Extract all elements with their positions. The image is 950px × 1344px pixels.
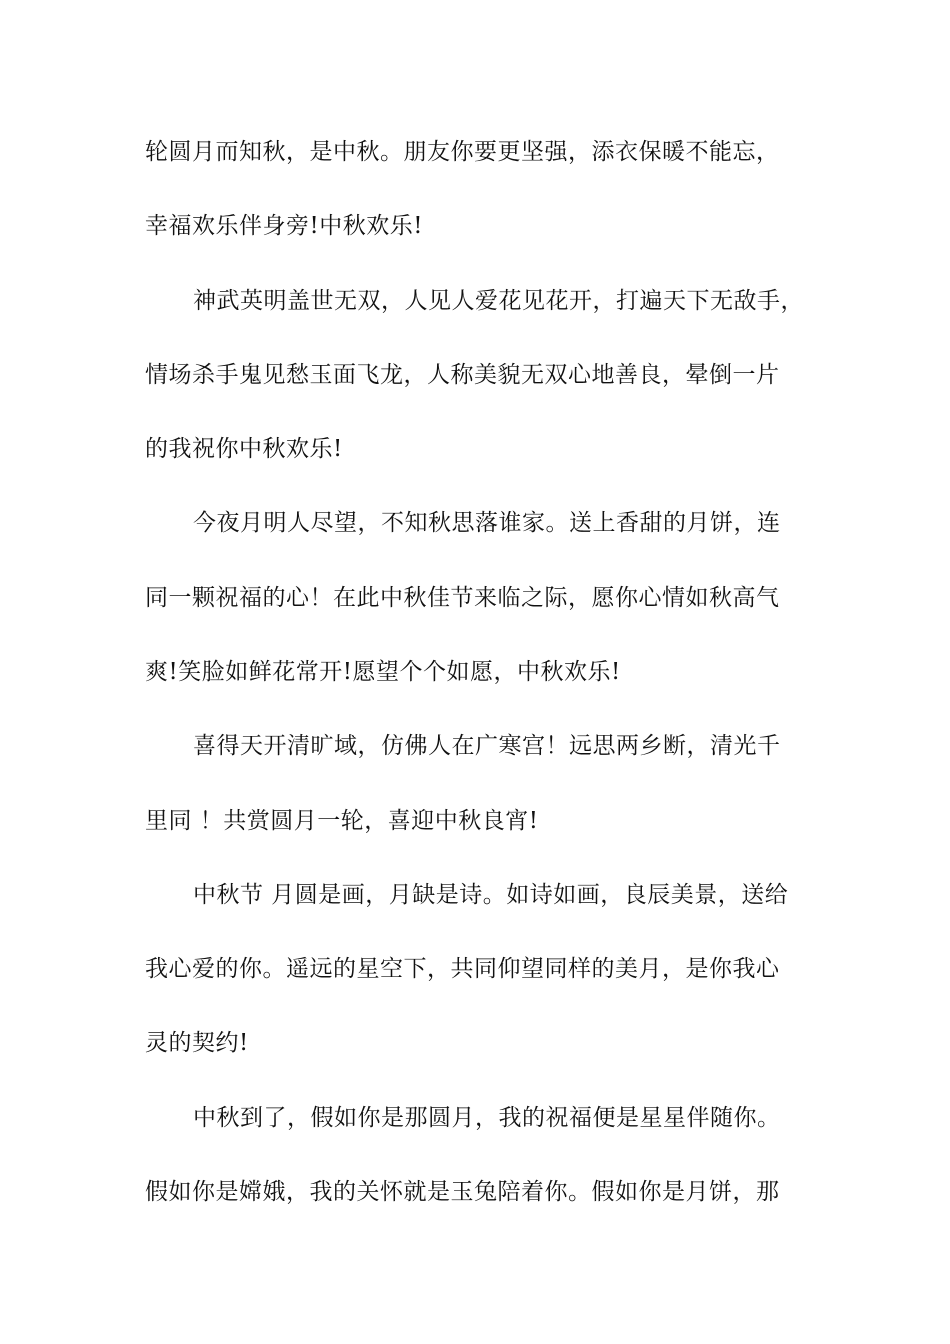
text-line: 灵的契约!: [145, 1030, 249, 1056]
text-line: 的我祝你中秋欢乐!: [145, 436, 343, 462]
text-line: 喜得天开清旷域，仿佛人在广寒宫！远思两乡断，清光千: [193, 733, 781, 759]
text-line: 同一颗祝福的心！在此中秋佳节来临之际，愿你心情如秋高气: [145, 585, 780, 611]
text-line: 中秋到了，假如你是那圆月，我的祝福便是星星伴随你。: [193, 1105, 781, 1131]
text-line: 爽!笑脸如鲜花常开!愿望个个如愿，中秋欢乐!: [145, 659, 621, 685]
text-line: 轮圆月而知秋，是中秋。朋友你要更坚强，添衣保暖不能忘，: [145, 139, 780, 165]
text-line: 我心爱的你。遥远的星空下，共同仰望同样的美月，是你我心: [145, 956, 780, 982]
text-line: 假如你是嫦娥，我的关怀就是玉兔陪着你。假如你是月饼，那: [145, 1179, 780, 1205]
text-line: 里同 ！共赏圆月一轮，喜迎中秋良宵!: [145, 808, 539, 834]
text-line: 情场杀手鬼见愁玉面飞龙，人称美貌无双心地善良，晕倒一片: [145, 362, 780, 388]
text-line: 神武英明盖世无双，人见人爱花见花开，打遍天下无敌手，: [193, 288, 804, 314]
text-line: 今夜月明人尽望，不知秋思落谁家。送上香甜的月饼，连: [193, 510, 781, 536]
text-line: 幸福欢乐伴身旁!中秋欢乐!: [145, 213, 423, 239]
text-line: 中秋节 月圆是画，月缺是诗。如诗如画，良辰美景，送给: [193, 882, 789, 908]
